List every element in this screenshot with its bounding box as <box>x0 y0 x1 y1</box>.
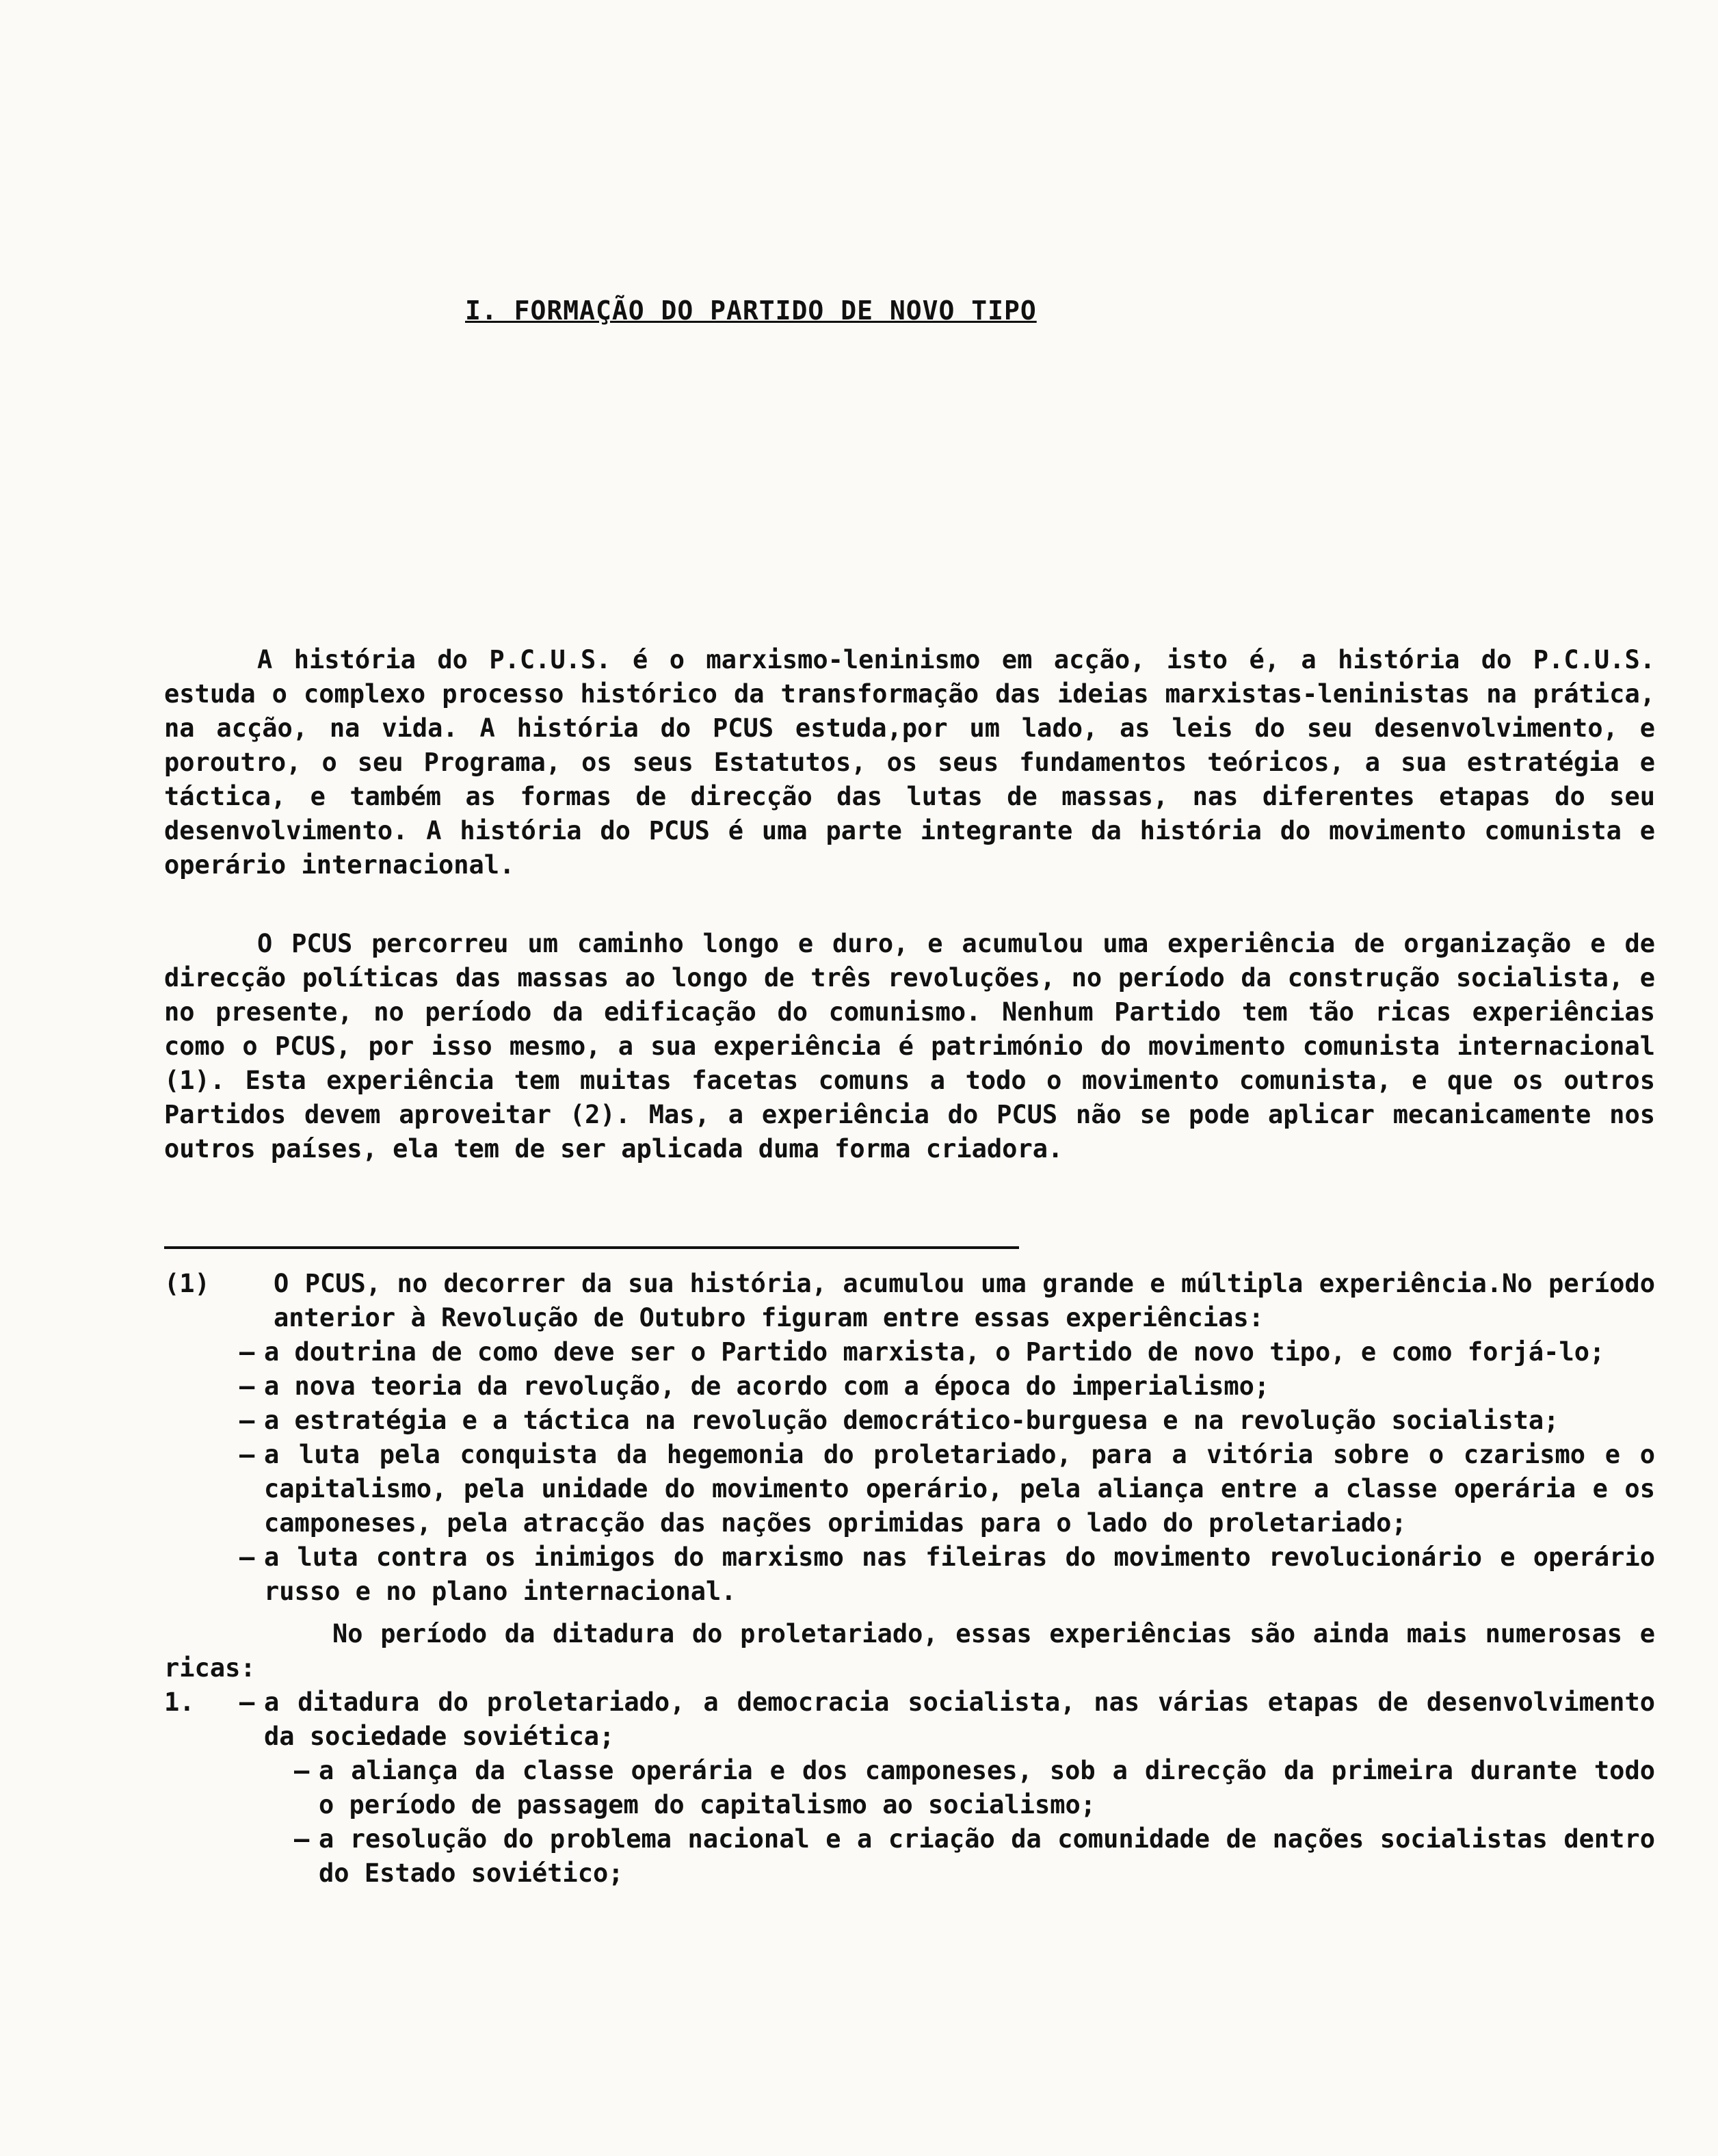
list-item-text: a aliança da classe operária e dos camponeses, sob a direcção da primeira durante todo o período de passagem do capitalismo ao socialismo; <box>319 1756 1655 1819</box>
footnote-intro: O PCUS, no decorrer da sua história, acumulou uma grande e múltipla experiência.No período anterior à Revolução de Outubro figuram entre essas experiências: <box>274 1269 1655 1332</box>
list-item <box>294 1822 1655 1891</box>
numbered-label: 1. <box>164 1687 195 1717</box>
dash-marker: – <box>239 1542 255 1572</box>
dash-marker: – <box>239 1371 255 1401</box>
page-title: I. FORMAÇÃO DO PARTIDO DE NOVO TIPO <box>465 295 1037 326</box>
dash-marker: – <box>239 1337 255 1367</box>
list-item <box>239 1438 1655 1540</box>
list-item <box>239 1540 1655 1609</box>
list-item-text: a ditadura do proletariado, a democracia socialista, nas várias etapas de desenvolvimento da sociedade soviética; <box>264 1687 1655 1751</box>
list-item <box>239 1369 1655 1404</box>
footnote-second-intro: No período da ditadura do proletariado, essas experiências são ainda mais numerosas e ricas: <box>164 1619 1655 1683</box>
paragraph-1: A história do P.C.U.S. é o marxismo-leninismo em acção, isto é, a história do P.C.U.S. estuda o complexo processo histórico da transformação das ideias marxistas-leninistas na prática, na acção, na vida. A história do PCUS estuda,por um lado, as leis do seu desenvolvimento, e poroutro, o seu Programa, os seus Estatutos, os seus fundamentos teóricos, a sua estratégia e táctica, e também as formas de direcção das lutas de massas, nas diferentes etapas do seu desenvolvimento. A história do PCUS é uma parte integrante da história do movimento comunista e operário internacional. <box>164 645 1655 880</box>
list-item-text: a estratégia e a táctica na revolução democrático-burguesa e na revolução socialista; <box>264 1406 1559 1435</box>
list-item <box>294 1754 1655 1822</box>
list-item-text: a nova teoria da revolução, de acordo com a época do imperialismo; <box>264 1371 1270 1401</box>
footnote-header <box>164 1267 1655 1335</box>
list-item-text: a luta pela conquista da hegemonia do proletariado, para a vitória sobre o czarismo e o capitalismo, pela unidade do movimento operário, pela aliança entre a classe operária e os camponeses, pela atracção das nações oprimidas para o lado do proletariado; <box>264 1440 1655 1538</box>
numbered-sublist <box>294 1754 1655 1891</box>
numbered-first <box>239 1685 1655 1754</box>
paragraph-2: O PCUS percorreu um caminho longo e duro, e acumulou uma experiência de organização e de direcção políticas das massas ao longo de três revoluções, no período da construção socialista, e no presente, no período da edificação do comunismo. Nenhum Partido tem tão ricas experiências como o PCUS, por isso mesmo, a sua experiência é património do movimento comunista internacional (1). Esta experiência tem muitas facetas comuns a todo o movimento comunista, e que os outros Partidos devem aproveitar (2). Mas, a experiência do PCUS não se pode aplicar mecanicamente nos outros países, ela tem de ser aplicada duma forma criadora. <box>164 929 1655 1164</box>
list-item <box>239 1404 1655 1438</box>
footnote-number: (1) <box>164 1269 210 1298</box>
dash-marker: – <box>294 1824 310 1854</box>
dash-marker: – <box>239 1440 255 1469</box>
numbered-item <box>164 1685 1655 1754</box>
footnote <box>164 1267 1655 1891</box>
list-item-text: a doutrina de como deve ser o Partido marxista, o Partido de novo tipo, e como forjá-lo; <box>264 1337 1605 1367</box>
dash-marker: – <box>239 1406 255 1435</box>
dash-marker: – <box>239 1687 255 1717</box>
footnote-list <box>239 1335 1655 1609</box>
list-item <box>239 1335 1655 1369</box>
dash-marker: – <box>294 1756 310 1785</box>
list-item-text: a luta contra os inimigos do marxismo nas fileiras do movimento revolucionário e operário russo e no plano internacional. <box>264 1542 1655 1606</box>
list-item-text: a resolução do problema nacional e a criação da comunidade de nações socialistas dentro do Estado soviético; <box>319 1824 1655 1888</box>
footnote-separator <box>164 1246 1019 1249</box>
